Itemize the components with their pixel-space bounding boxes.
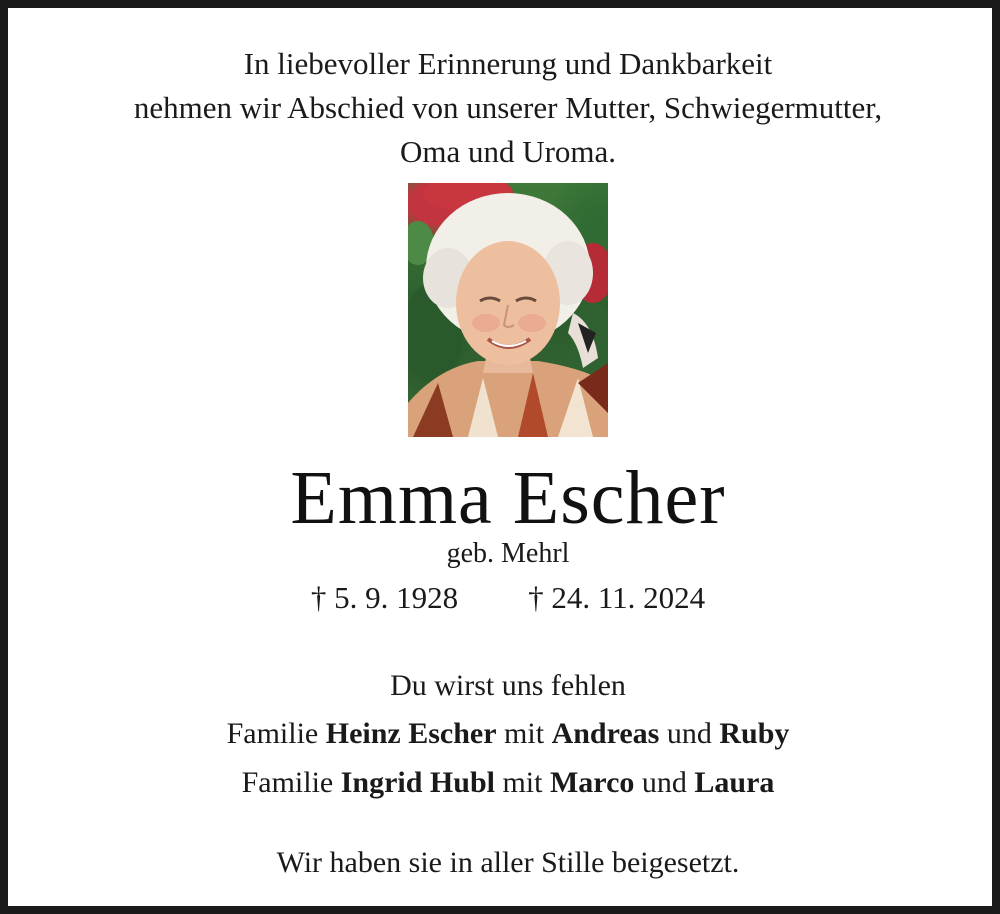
family-line-2: [8, 763, 1000, 803]
family-member-name: Ruby: [719, 717, 790, 750]
closing-note: Wir haben sie in aller Stille beigesetzt.: [276, 846, 740, 879]
portrait-illustration: [408, 183, 608, 437]
family-member-name: Marco: [549, 766, 635, 799]
family-prefix: Familie: [241, 766, 334, 799]
family-prefix: Familie: [226, 717, 319, 750]
family-head-name: Ingrid Hubl: [340, 766, 495, 799]
family-with: mit: [504, 717, 545, 750]
birth-date: † 5. 9. 1928: [310, 580, 459, 615]
intro-line-2: nehmen wir Abschied von unserer Mutter, Schwiegermutter,: [133, 90, 883, 125]
family-member-name: Andreas: [551, 717, 660, 750]
life-dates: [8, 578, 1000, 618]
family-member-name: Laura: [694, 766, 775, 799]
family-with: mit: [502, 766, 543, 799]
maiden-name: geb. Mehrl: [446, 538, 570, 569]
intro-line-3: Oma und Uroma.: [399, 134, 617, 169]
family-and: und: [641, 766, 687, 799]
farewell-message: Du wirst uns fehlen: [390, 669, 626, 702]
family-line-1: [8, 714, 1000, 754]
death-date: † 24. 11. 2024: [528, 580, 706, 615]
family-head-name: Heinz Escher: [325, 717, 497, 750]
intro-line-1: In liebevoller Erinnerung und Dankbarkeit: [243, 46, 773, 81]
portrait-photo: [408, 183, 608, 437]
deceased-name: Emma Escher: [290, 456, 726, 540]
family-and: und: [666, 717, 712, 750]
